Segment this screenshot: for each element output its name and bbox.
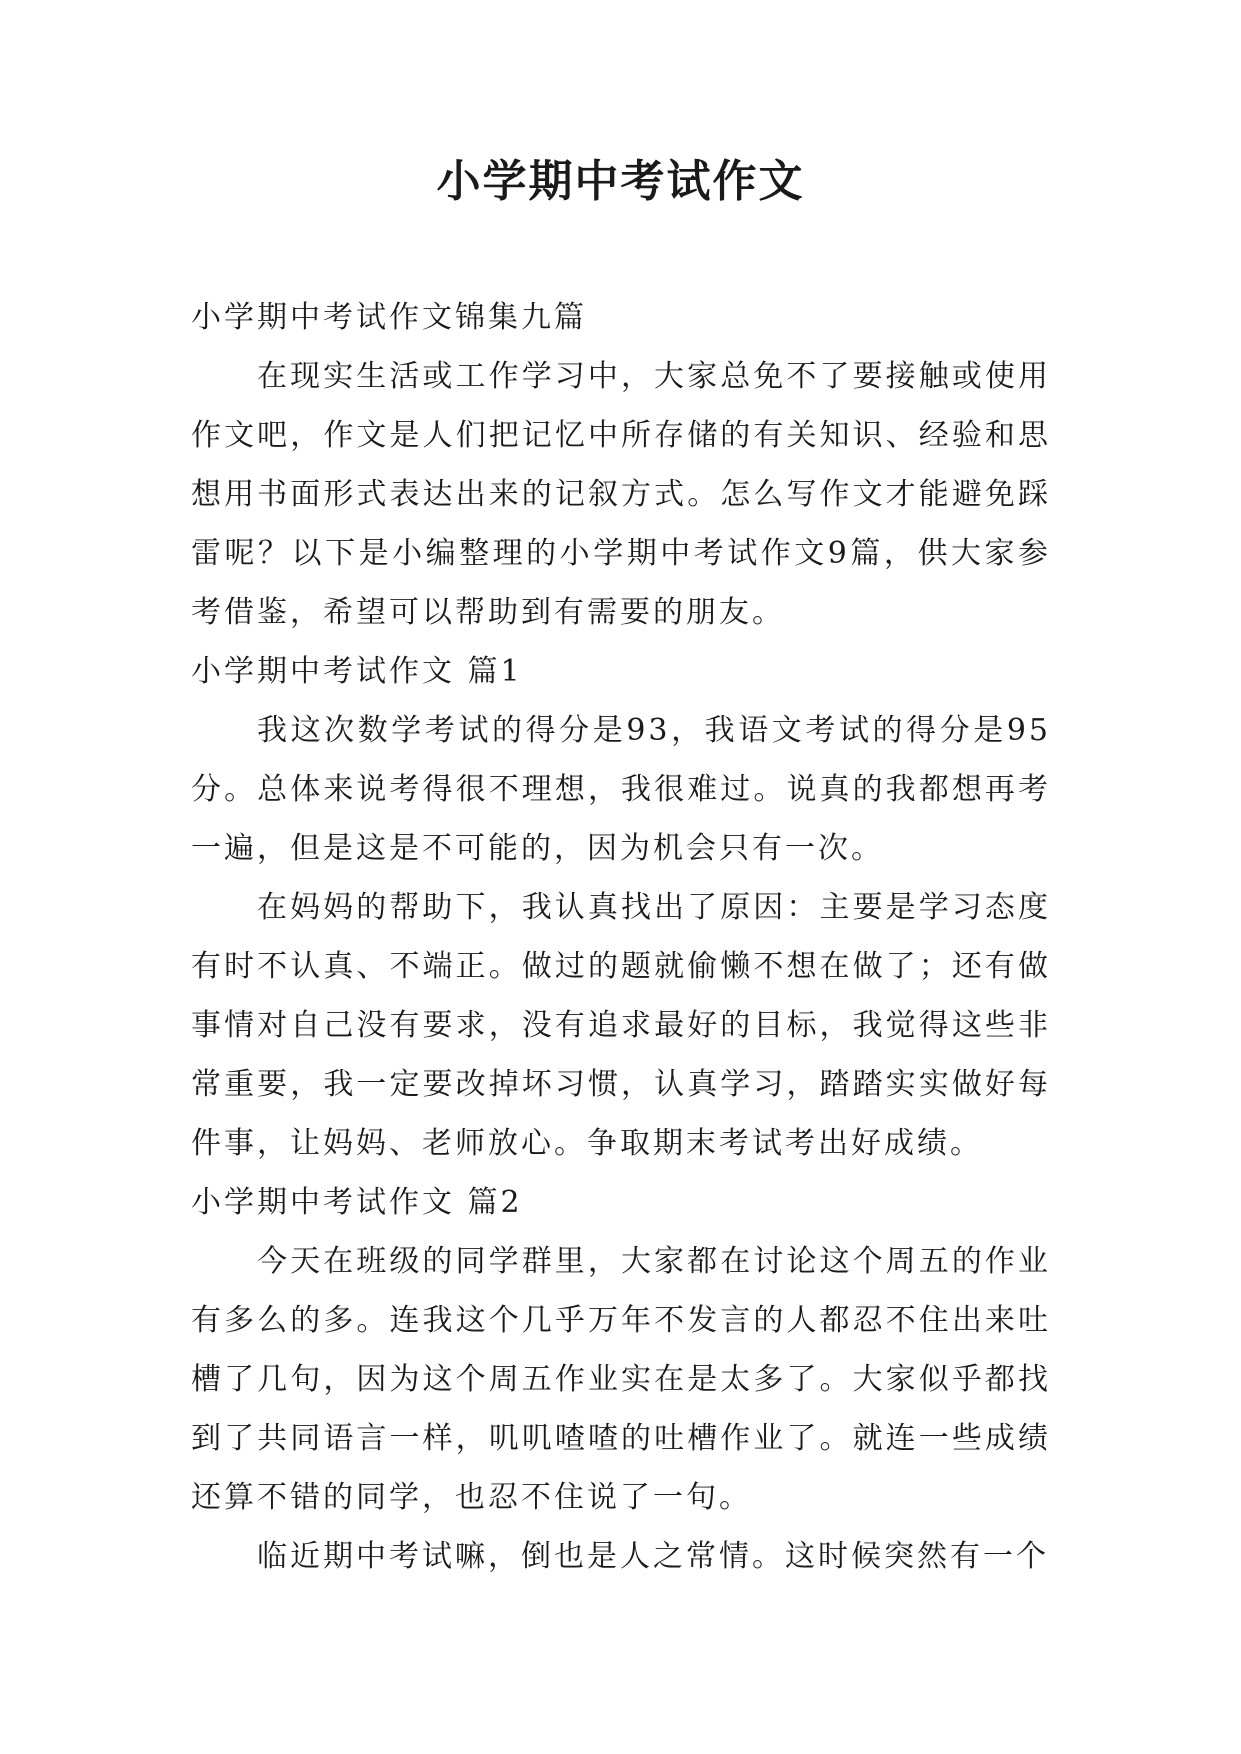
document-body — [191, 288, 1051, 1586]
body-paragraph: 我这次数学考试的得分是93，我语文考试的得分是95分。总体来说考得很不理想，我很难过。说真的我都想再考一遍，但是这是不可能的，因为机会只有一次。 — [191, 713, 1051, 866]
section-heading: 小学期中考试作文 篇1 — [191, 654, 523, 689]
document-title: 小学期中考试作文 — [436, 156, 805, 207]
section-heading: 小学期中考试作文 篇2 — [191, 1185, 523, 1220]
body-paragraph: 临近期中考试嘛，倒也是人之常情。这时候突然有一个 — [257, 1539, 1049, 1574]
body-paragraph: 今天在班级的同学群里，大家都在讨论这个周五的作业有多么的多。连我这个几乎万年不发言的人都忍不住出来吐槽了几句，因为这个周五作业实在是太多了。大家似乎都找到了共同语言一样，叽叽喳喳的吐槽作业了。就连一些成绩还算不错的同学，也忍不住说了一句。 — [191, 1244, 1051, 1515]
body-paragraph: 在妈妈的帮助下，我认真找出了原因：主要是学习态度有时不认真、不端正。做过的题就偷懒不想在做了；还有做事情对自己没有要求，没有追求最好的目标，我觉得这些非常重要，我一定要改掉坏习惯，认真学习，踏踏实实做好每件事，让妈妈、老师放心。争取期末考试考出好成绩。 — [191, 890, 1051, 1161]
intro-paragraph: 在现实生活或工作学习中，大家总免不了要接触或使用作文吧，作文是人们把记忆中所存储的有关知识、经验和思想用书面形式表达出来的记叙方式。怎么写作文才能避免踩雷呢？以下是小编整理的小学期中考试作文9篇，供大家参考借鉴，希望可以帮助到有需要的朋友。 — [191, 359, 1051, 630]
document-subtitle: 小学期中考试作文锦集九篇 — [191, 300, 587, 335]
